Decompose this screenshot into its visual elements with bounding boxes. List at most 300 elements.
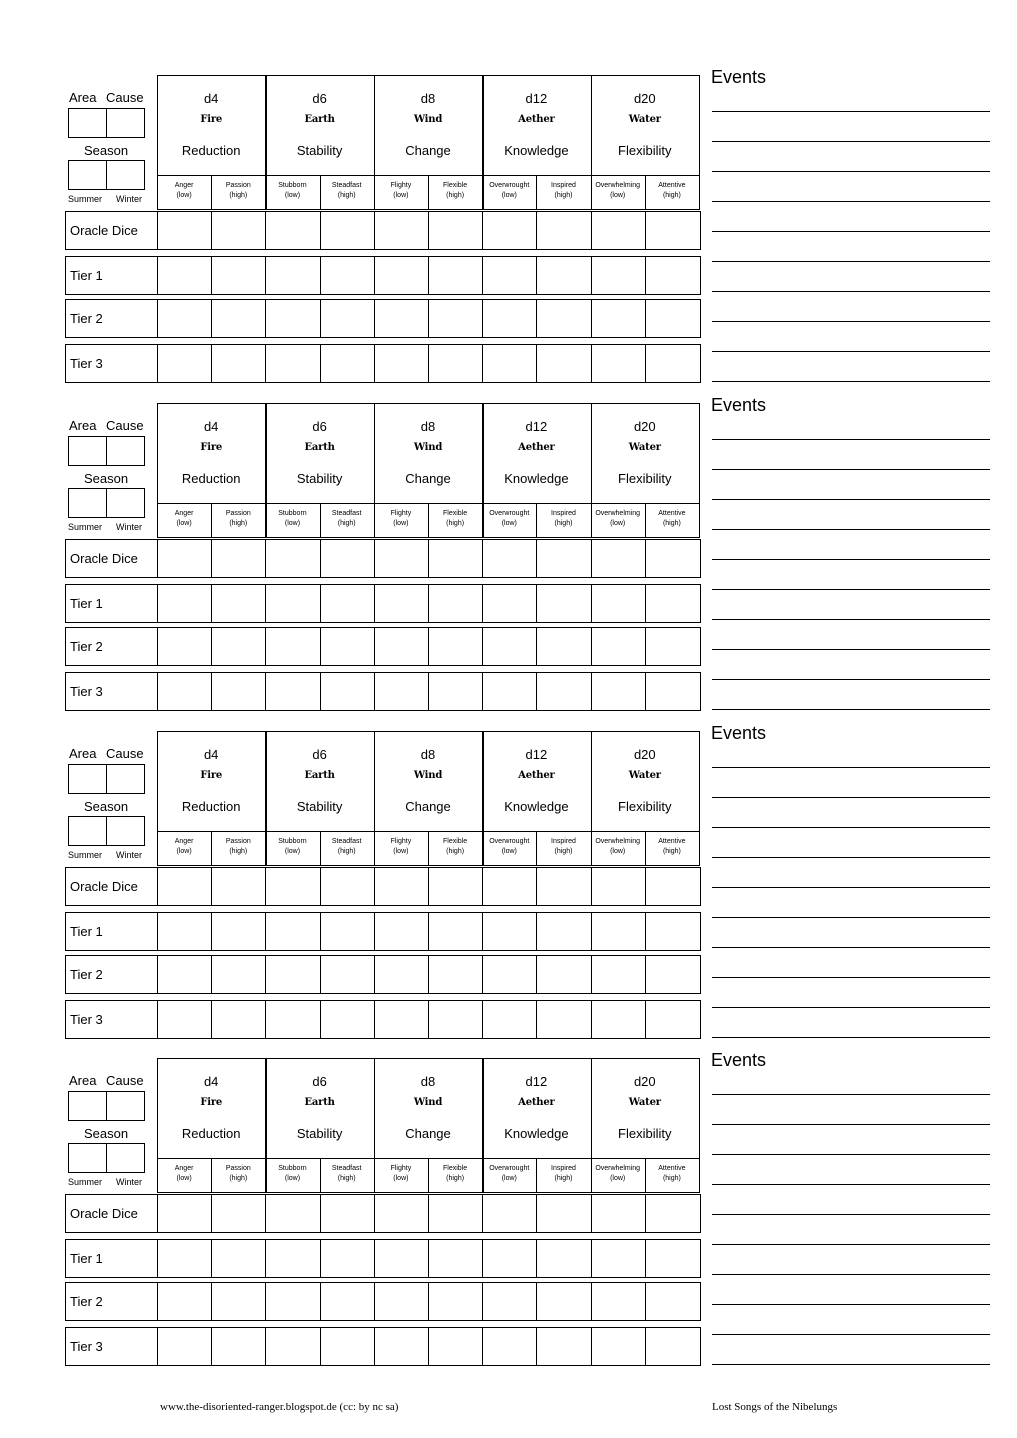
oracle-cell[interactable] (536, 955, 590, 994)
cell-divider (482, 1000, 483, 1039)
oracle-cell[interactable] (320, 1282, 374, 1321)
oracle-cell[interactable] (211, 256, 265, 295)
oracle-cell[interactable] (374, 1282, 428, 1321)
oracle-cell[interactable] (320, 584, 374, 623)
oracle-cell[interactable] (320, 256, 374, 295)
oracle-cell[interactable] (374, 867, 428, 906)
oracle-cell[interactable] (645, 627, 699, 666)
events-writing-line[interactable] (712, 1007, 990, 1008)
cell-divider (536, 344, 537, 383)
oracle-cell[interactable] (536, 1327, 590, 1366)
oracle-cell[interactable] (320, 539, 374, 578)
oracle-cell[interactable] (591, 299, 645, 338)
cell-divider (645, 1194, 646, 1233)
events-writing-line[interactable] (712, 171, 990, 172)
oracle-cell[interactable] (536, 256, 590, 295)
cell-divider (591, 627, 592, 666)
winter-input-box[interactable] (106, 816, 145, 846)
oracle-cell[interactable] (645, 211, 699, 250)
cell-divider (265, 584, 266, 623)
cell-divider (265, 912, 266, 951)
cause-label: Cause (106, 746, 144, 761)
oracle-cell[interactable] (482, 1194, 536, 1233)
oracle-cell[interactable] (374, 344, 428, 383)
events-writing-line[interactable] (712, 529, 990, 530)
element-name: Wind (413, 1097, 443, 1108)
oracle-cell[interactable] (645, 344, 699, 383)
winter-input-box[interactable] (106, 1143, 145, 1173)
area-input-box[interactable] (68, 764, 107, 794)
quality-label: Flexibility (618, 143, 672, 158)
oracle-cell[interactable] (645, 1194, 699, 1233)
oracle-cell[interactable] (265, 1282, 319, 1321)
element-name: Aether (518, 114, 555, 125)
oracle-cell[interactable] (157, 1239, 211, 1278)
oracle-cell[interactable] (265, 1000, 319, 1039)
trait-divider (536, 831, 537, 866)
oracle-cell[interactable] (211, 1239, 265, 1278)
events-writing-line[interactable] (712, 1364, 990, 1365)
oracle-cell[interactable] (374, 672, 428, 711)
events-writing-line[interactable] (712, 827, 990, 828)
cell-divider (211, 211, 212, 250)
cell-divider (265, 1239, 266, 1278)
oracle-cell[interactable] (482, 299, 536, 338)
oracle-cell[interactable] (645, 584, 699, 623)
oracle-cell[interactable] (320, 1327, 374, 1366)
oracle-cell[interactable] (374, 955, 428, 994)
oracle-cell[interactable] (320, 955, 374, 994)
events-writing-line[interactable] (712, 917, 990, 918)
oracle-cell[interactable] (482, 627, 536, 666)
events-writing-line[interactable] (712, 1124, 990, 1125)
cell-divider (374, 1000, 375, 1039)
cell-divider (536, 211, 537, 250)
oracle-cell[interactable] (482, 867, 536, 906)
events-writing-line[interactable] (712, 947, 990, 948)
oracle-cell[interactable] (374, 211, 428, 250)
oracle-cell[interactable] (482, 1000, 536, 1039)
oracle-cell[interactable] (591, 912, 645, 951)
trait-divider (536, 175, 537, 210)
trait-name: Attentive (658, 510, 686, 517)
oracle-cell[interactable] (536, 912, 590, 951)
row-label: Tier 1 (70, 268, 103, 283)
oracle-cell[interactable] (157, 1282, 211, 1321)
cell-divider (428, 344, 429, 383)
season-label: Season (84, 471, 129, 486)
events-writing-line[interactable] (712, 439, 990, 440)
oracle-cell[interactable] (591, 539, 645, 578)
oracle-cell[interactable] (536, 1194, 590, 1233)
events-writing-line[interactable] (712, 887, 990, 888)
row-label: Tier 2 (70, 967, 103, 982)
events-writing-line[interactable] (712, 231, 990, 232)
oracle-cell[interactable] (428, 912, 482, 951)
oracle-cell[interactable] (211, 955, 265, 994)
cell-divider (265, 1000, 266, 1039)
summer-input-box[interactable] (68, 816, 107, 846)
cell-divider (211, 627, 212, 666)
cell-divider (265, 627, 266, 666)
summer-input-box[interactable] (68, 160, 107, 190)
oracle-cell[interactable] (536, 344, 590, 383)
cell-divider (374, 1239, 375, 1278)
oracle-cell[interactable] (482, 584, 536, 623)
oracle-cell[interactable] (428, 1194, 482, 1233)
events-writing-line[interactable] (712, 261, 990, 262)
oracle-cell[interactable] (591, 584, 645, 623)
oracle-cell[interactable] (265, 672, 319, 711)
element-name: Water (628, 770, 661, 781)
oracle-cell[interactable] (591, 1239, 645, 1278)
oracle-cell[interactable] (591, 867, 645, 906)
oracle-cell[interactable] (591, 1194, 645, 1233)
cell-divider (482, 539, 483, 578)
trait-level: (high) (446, 520, 465, 527)
oracle-cell[interactable] (428, 1239, 482, 1278)
oracle-cell[interactable] (265, 344, 319, 383)
oracle-cell[interactable] (428, 539, 482, 578)
oracle-cell[interactable] (320, 299, 374, 338)
cell-divider (374, 867, 375, 906)
cell-divider (428, 539, 429, 578)
oracle-cell[interactable] (265, 867, 319, 906)
oracle-cell[interactable] (320, 1239, 374, 1278)
oracle-cell[interactable] (591, 1000, 645, 1039)
oracle-cell[interactable] (482, 1239, 536, 1278)
oracle-cell[interactable] (536, 867, 590, 906)
oracle-cell[interactable] (645, 867, 699, 906)
trait-divider (428, 503, 429, 538)
events-writing-line[interactable] (712, 351, 990, 352)
row-label: Tier 1 (70, 596, 103, 611)
events-writing-line[interactable] (712, 559, 990, 560)
row-label: Tier 2 (70, 639, 103, 654)
events-writing-line[interactable] (712, 141, 990, 142)
oracle-cell[interactable] (211, 1282, 265, 1321)
oracle-cell[interactable] (591, 344, 645, 383)
oracle-cell[interactable] (157, 627, 211, 666)
oracle-cell[interactable] (157, 539, 211, 578)
oracle-cell[interactable] (211, 299, 265, 338)
oracle-cell[interactable] (157, 1194, 211, 1233)
quality-label: Reduction (181, 799, 241, 814)
oracle-cell[interactable] (428, 1327, 482, 1366)
oracle-cell[interactable] (320, 627, 374, 666)
oracle-cell[interactable] (591, 627, 645, 666)
oracle-cell[interactable] (157, 955, 211, 994)
oracle-cell[interactable] (482, 539, 536, 578)
oracle-cell[interactable] (374, 299, 428, 338)
oracle-cell[interactable] (157, 584, 211, 623)
oracle-cell[interactable] (645, 1239, 699, 1278)
oracle-cell[interactable] (374, 1000, 428, 1039)
trait-level: (high) (662, 192, 681, 199)
season-label: Season (84, 143, 129, 158)
oracle-cell[interactable] (482, 1327, 536, 1366)
trait-level: (low) (610, 848, 626, 855)
events-writing-line[interactable] (712, 1184, 990, 1185)
cell-divider (591, 1327, 592, 1366)
oracle-cell[interactable] (374, 1327, 428, 1366)
row-label: Tier 1 (70, 1251, 103, 1266)
oracle-cell[interactable] (157, 344, 211, 383)
cell-divider (536, 1327, 537, 1366)
oracle-cell[interactable] (374, 912, 428, 951)
oracle-cell[interactable] (428, 1282, 482, 1321)
oracle-cell[interactable] (591, 955, 645, 994)
oracle-cell[interactable] (536, 299, 590, 338)
oracle-cell[interactable] (265, 1194, 319, 1233)
oracle-cell[interactable] (536, 211, 590, 250)
oracle-cell[interactable] (536, 584, 590, 623)
events-writing-line[interactable] (712, 767, 990, 768)
cell-divider (320, 299, 321, 338)
winter-label: Winter (116, 1177, 143, 1187)
die-label: d12 (525, 747, 548, 762)
events-writing-line[interactable] (712, 797, 990, 798)
cell-divider (591, 867, 592, 906)
oracle-cell[interactable] (482, 211, 536, 250)
oracle-cell[interactable] (374, 539, 428, 578)
oracle-cell[interactable] (591, 256, 645, 295)
oracle-cell[interactable] (320, 211, 374, 250)
cell-divider (374, 299, 375, 338)
oracle-cell[interactable] (645, 539, 699, 578)
oracle-cell[interactable] (428, 1000, 482, 1039)
trait-level: (high) (446, 192, 465, 199)
oracle-cell[interactable] (645, 256, 699, 295)
trait-name: Anger (174, 182, 194, 189)
oracle-cell[interactable] (157, 672, 211, 711)
oracle-cell[interactable] (536, 627, 590, 666)
oracle-cell[interactable] (265, 955, 319, 994)
cell-divider (265, 955, 266, 994)
events-writing-line[interactable] (712, 381, 990, 382)
area-input-box[interactable] (68, 1091, 107, 1121)
oracle-cell[interactable] (320, 1194, 374, 1233)
oracle-cell[interactable] (320, 1000, 374, 1039)
oracle-cell[interactable] (536, 672, 590, 711)
oracle-cell[interactable] (591, 1282, 645, 1321)
oracle-cell[interactable] (157, 211, 211, 250)
events-writing-line[interactable] (712, 1334, 990, 1335)
oracle-cell[interactable] (591, 1327, 645, 1366)
trait-name: Attentive (658, 182, 686, 189)
oracle-cell[interactable] (536, 539, 590, 578)
oracle-cell[interactable] (157, 1000, 211, 1039)
oracle-cell[interactable] (211, 584, 265, 623)
oracle-cell[interactable] (211, 344, 265, 383)
summer-label: Summer (68, 522, 103, 532)
oracle-cell[interactable] (536, 1000, 590, 1039)
oracle-cell[interactable] (157, 299, 211, 338)
oracle-cell[interactable] (211, 539, 265, 578)
oracle-cell[interactable] (157, 1327, 211, 1366)
cell-divider (374, 627, 375, 666)
oracle-cell[interactable] (211, 627, 265, 666)
trait-level: (low) (393, 520, 409, 527)
trait-level: (high) (662, 848, 681, 855)
oracle-cell[interactable] (265, 256, 319, 295)
events-writing-line[interactable] (712, 589, 990, 590)
oracle-cell[interactable] (265, 584, 319, 623)
oracle-cell[interactable] (645, 1327, 699, 1366)
winter-input-box[interactable] (106, 160, 145, 190)
events-writing-line[interactable] (712, 499, 990, 500)
oracle-cell[interactable] (482, 344, 536, 383)
cause-input-box[interactable] (106, 1091, 145, 1121)
events-writing-line[interactable] (712, 1037, 990, 1038)
oracle-cell[interactable] (265, 299, 319, 338)
cell-divider (536, 539, 537, 578)
trait-row-top-line (157, 503, 699, 504)
oracle-cell[interactable] (265, 211, 319, 250)
element-name: Earth (304, 1097, 335, 1108)
trait-level: (high) (229, 192, 248, 199)
oracle-cell[interactable] (320, 912, 374, 951)
oracle-cell[interactable] (320, 344, 374, 383)
oracle-cell[interactable] (374, 584, 428, 623)
oracle-cell[interactable] (265, 627, 319, 666)
cell-divider (482, 1194, 483, 1233)
oracle-cell[interactable] (428, 672, 482, 711)
oracle-cell[interactable] (211, 912, 265, 951)
area-input-box[interactable] (68, 108, 107, 138)
oracle-cell[interactable] (428, 584, 482, 623)
events-writing-line[interactable] (712, 1154, 990, 1155)
oracle-cell[interactable] (482, 1282, 536, 1321)
oracle-cell[interactable] (211, 672, 265, 711)
cause-input-box[interactable] (106, 108, 145, 138)
events-writing-line[interactable] (712, 1094, 990, 1095)
oracle-cell[interactable] (428, 955, 482, 994)
area-input-box[interactable] (68, 436, 107, 466)
oracle-cell[interactable] (482, 256, 536, 295)
cell-divider (320, 955, 321, 994)
oracle-cell[interactable] (645, 1000, 699, 1039)
die-label: d4 (203, 1074, 219, 1089)
cell-divider (591, 672, 592, 711)
row-label: Tier 1 (70, 924, 103, 939)
oracle-cell[interactable] (265, 539, 319, 578)
oracle-cell[interactable] (157, 867, 211, 906)
trait-name: Overwhelming (595, 510, 641, 517)
cause-input-box[interactable] (106, 764, 145, 794)
oracle-cell[interactable] (645, 672, 699, 711)
events-writing-line[interactable] (712, 321, 990, 322)
cause-label: Cause (106, 418, 144, 433)
oracle-cell[interactable] (482, 912, 536, 951)
oracle-cell[interactable] (428, 211, 482, 250)
cell-divider (482, 867, 483, 906)
oracle-cell[interactable] (428, 867, 482, 906)
oracle-cell[interactable] (157, 256, 211, 295)
trait-divider (645, 503, 646, 538)
oracle-cell[interactable] (374, 627, 428, 666)
trait-divider (320, 175, 321, 210)
oracle-cell[interactable] (320, 867, 374, 906)
trait-level: (high) (337, 1175, 356, 1182)
oracle-cell[interactable] (320, 672, 374, 711)
oracle-cell[interactable] (211, 867, 265, 906)
oracle-cell[interactable] (374, 256, 428, 295)
events-writing-line[interactable] (712, 469, 990, 470)
events-writing-line[interactable] (712, 1304, 990, 1305)
cell-divider (591, 1282, 592, 1321)
events-writing-line[interactable] (712, 1274, 990, 1275)
row-label: Oracle Dice (70, 551, 138, 566)
quality-label: Stability (296, 143, 343, 158)
oracle-cell[interactable] (482, 955, 536, 994)
trait-level: (high) (446, 1175, 465, 1182)
oracle-cell[interactable] (265, 1239, 319, 1278)
oracle-cell[interactable] (428, 344, 482, 383)
oracle-cell[interactable] (265, 912, 319, 951)
trait-level: (high) (554, 848, 573, 855)
events-writing-line[interactable] (712, 1244, 990, 1245)
oracle-cell[interactable] (645, 1282, 699, 1321)
events-writing-line[interactable] (712, 291, 990, 292)
oracle-cell[interactable] (211, 1327, 265, 1366)
events-writing-line[interactable] (712, 201, 990, 202)
oracle-cell[interactable] (374, 1239, 428, 1278)
cell-divider (320, 1000, 321, 1039)
events-writing-line[interactable] (712, 857, 990, 858)
oracle-cell[interactable] (591, 672, 645, 711)
events-writing-line[interactable] (712, 111, 990, 112)
oracle-cell[interactable] (211, 211, 265, 250)
oracle-cell[interactable] (374, 1194, 428, 1233)
oracle-cell[interactable] (211, 1194, 265, 1233)
trait-name: Inspired (551, 838, 576, 845)
trait-row-top-line (157, 831, 699, 832)
quality-label: Reduction (181, 143, 241, 158)
events-writing-line[interactable] (712, 977, 990, 978)
oracle-cell[interactable] (157, 912, 211, 951)
oracle-cell[interactable] (645, 912, 699, 951)
trait-name: Flighty (390, 182, 412, 189)
trait-name: Inspired (551, 510, 576, 517)
summer-input-box[interactable] (68, 1143, 107, 1173)
oracle-cell[interactable] (428, 627, 482, 666)
oracle-cell[interactable] (645, 955, 699, 994)
summer-input-box[interactable] (68, 488, 107, 518)
events-writing-line[interactable] (712, 679, 990, 680)
oracle-cell[interactable] (591, 211, 645, 250)
cause-input-box[interactable] (106, 436, 145, 466)
cell-divider (591, 211, 592, 250)
trait-divider (428, 175, 429, 210)
cell-divider (482, 211, 483, 250)
element-name: Aether (518, 442, 555, 453)
events-writing-line[interactable] (712, 649, 990, 650)
oracle-cell[interactable] (428, 256, 482, 295)
oracle-cell[interactable] (428, 299, 482, 338)
cell-divider (536, 912, 537, 951)
oracle-cell[interactable] (265, 1327, 319, 1366)
events-writing-line[interactable] (712, 619, 990, 620)
events-writing-line[interactable] (712, 1214, 990, 1215)
oracle-cell[interactable] (482, 672, 536, 711)
oracle-cell[interactable] (536, 1239, 590, 1278)
oracle-cell[interactable] (645, 299, 699, 338)
oracle-cell[interactable] (536, 1282, 590, 1321)
oracle-cell[interactable] (211, 1000, 265, 1039)
events-writing-line[interactable] (712, 709, 990, 710)
winter-input-box[interactable] (106, 488, 145, 518)
